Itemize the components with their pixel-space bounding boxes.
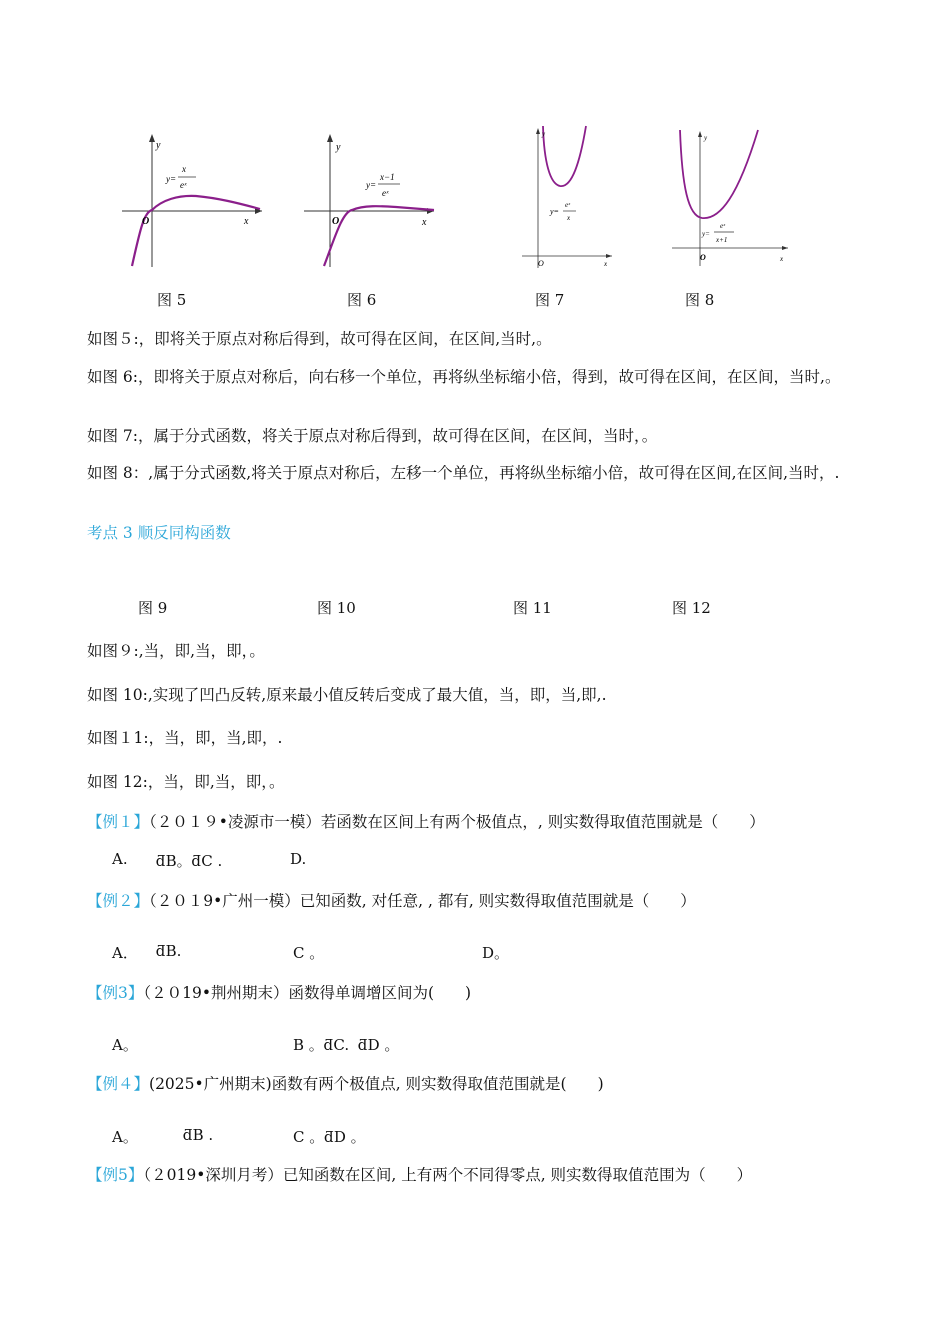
paragraph-fig5: 如图５:，即将关于原点对称后得到，故可得在区间，在区间,当时,。 — [87, 330, 552, 348]
example-3 — [87, 983, 867, 1004]
formula-lhs: y= — [166, 174, 177, 184]
option: D. — [290, 850, 307, 868]
example-text: （２019•深圳月考）已知函数在区间, 上有两个不同得零点, 则实数得取值范围为（ ） — [143, 1166, 753, 1184]
example-5 — [87, 1165, 867, 1186]
option: B 。ƌC. — [293, 1036, 350, 1054]
axis-y-label: y — [704, 134, 708, 142]
caption-fig10: 图 10 — [317, 599, 356, 617]
formula-numerator: x — [182, 164, 186, 174]
caption-fig6: 图 6 — [347, 291, 377, 309]
option: ƌD 。 — [358, 1036, 400, 1054]
axis-x-label: x — [604, 260, 608, 268]
option: A． — [112, 944, 138, 962]
formula-lhs: y= — [366, 180, 377, 190]
formula-denominator: eˣ — [382, 188, 389, 198]
caption-fig8: 图 8 — [685, 291, 715, 309]
option: ƌB。ƌC . — [156, 852, 223, 870]
axis-x-label: x — [780, 255, 784, 263]
formula-numerator: eˣ — [565, 201, 571, 209]
paragraph-fig9: 如图９:,当，即,当，即，。 — [87, 642, 265, 660]
formula-lhs: y= — [550, 207, 559, 216]
option: ƌB . — [183, 1126, 214, 1144]
option: ƌB. — [156, 942, 182, 960]
caption-fig9: 图 9 — [138, 599, 168, 617]
example-text: (2025•广州期末)函数有两个极值点, 则实数得取值范围就是( ) — [149, 1075, 604, 1093]
axis-y-label: y — [336, 142, 341, 153]
origin-label: O — [142, 216, 150, 227]
paragraph-fig11: 如图１1:，当，即，当,即，. — [87, 729, 283, 747]
example-tag: 【例3】 — [87, 984, 144, 1002]
option: A. — [112, 850, 128, 868]
option: D。 — [482, 944, 510, 962]
paragraph-fig10: 如图 10:,实现了凹凸反转,原来最小值反转后变成了最大值，当，即，当,即,. — [87, 686, 607, 704]
formula-denominator: x+1 — [716, 236, 728, 244]
example-tag: 【例5】 — [87, 1166, 144, 1184]
graph-fig6 — [300, 130, 450, 270]
origin-label: O — [700, 253, 706, 262]
axis-x-label: x — [422, 217, 427, 228]
example-2 — [87, 891, 867, 912]
example-text: （２０１9•广州一模）已知函数, 对任意, , 都有, 则实数得取值范围就是（ ） — [149, 892, 696, 910]
caption-fig5: 图 5 — [157, 291, 187, 309]
graph-fig7 — [520, 122, 620, 270]
example-tag: 【例１】 — [87, 813, 150, 831]
graph-fig8 — [668, 126, 793, 268]
example-text: （２０19•荆州期末）函数得单调增区间为( ) — [143, 984, 472, 1002]
axis-x-label: x — [244, 216, 249, 227]
option: C 。ƌD 。 — [293, 1128, 366, 1146]
formula-numerator: eˣ — [720, 222, 726, 230]
paragraph-fig8: 如图 8：,属于分式函数,将关于原点对称后，左移一个单位，再将纵坐标缩小倍，故可得在区间,在区间,当时，. — [87, 464, 840, 482]
option: C 。 — [293, 944, 325, 962]
origin-label: O — [538, 259, 544, 268]
paragraph-fig6: 如图 6:，即将关于原点对称后，向右移一个单位，再将纵坐标缩小倍，得到，故可得在区间，在区间，当时,。 — [87, 368, 841, 386]
example-tag: 【例２】 — [87, 892, 150, 910]
formula-denominator: eˣ — [180, 180, 187, 190]
example-4 — [87, 1074, 867, 1095]
origin-label: O — [332, 216, 340, 227]
axis-y-label: y — [542, 130, 546, 138]
paragraph-fig7: 如图 7:，属于分式函数，将关于原点对称后得到，故可得在区间，在区间，当时，。 — [87, 427, 658, 445]
formula-numerator: x−1 — [380, 172, 395, 182]
example-text: （２０１９•凌源市一模）若函数在区间上有两个极值点，, 则实数得取值范围就是（ ） — [149, 813, 765, 831]
formula-lhs: y= — [702, 230, 710, 238]
example-tag: 【例４】 — [87, 1075, 150, 1093]
axis-y-label: y — [156, 140, 161, 151]
option: A。 — [112, 1036, 138, 1054]
paragraph-fig12: 如图 12:，当，即,当，即，。 — [87, 773, 285, 791]
example-1 — [87, 812, 867, 833]
caption-fig12: 图 12 — [672, 599, 711, 617]
caption-fig7: 图 7 — [535, 291, 565, 309]
option: A。 — [112, 1128, 138, 1146]
section-title: 考点 3 顺反同构函数 — [87, 524, 231, 542]
formula-denominator: x — [567, 214, 571, 222]
caption-fig11: 图 11 — [513, 599, 552, 617]
graph-fig5 — [118, 130, 268, 270]
